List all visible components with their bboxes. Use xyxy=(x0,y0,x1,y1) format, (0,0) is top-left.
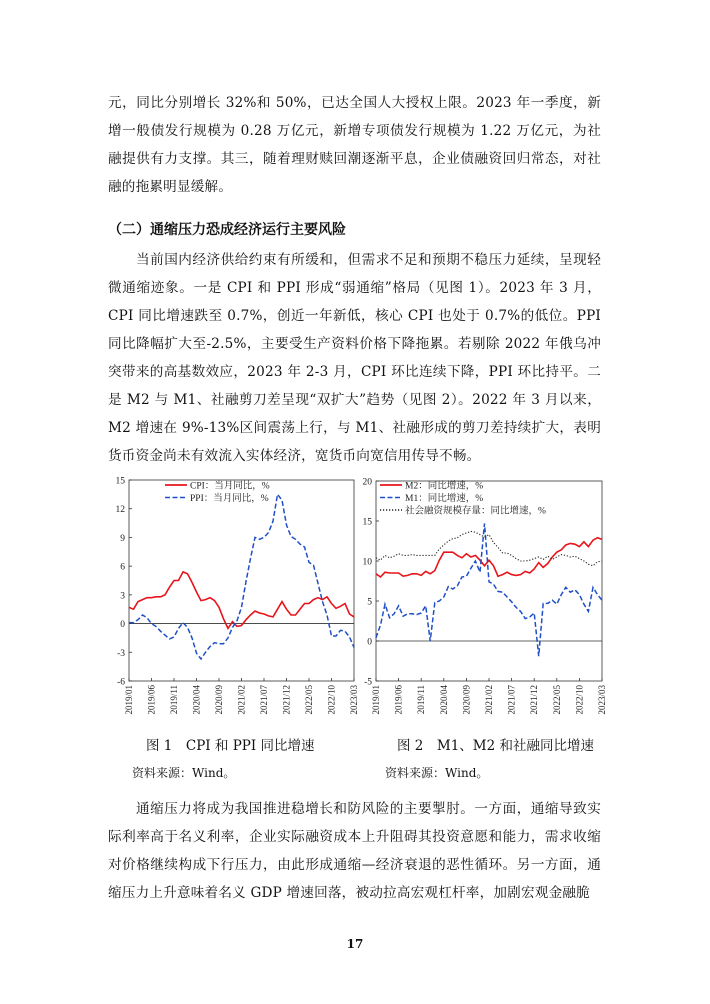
y-tick-label: 10 xyxy=(362,557,372,568)
figure-1-source: 资料来源：Wind。 xyxy=(132,766,236,780)
y-tick-label: 6 xyxy=(120,562,125,573)
x-tick-label: 2019/01 xyxy=(371,685,381,715)
x-tick-label: 2021/12 xyxy=(281,685,292,715)
x-tick-label: 2022/10 xyxy=(574,685,585,715)
page-number: 17 xyxy=(346,937,364,951)
legend-label-2: 社会融资规模存量：同比增速，% xyxy=(405,506,546,517)
x-tick-label: 2019/11 xyxy=(169,685,179,715)
y-tick-label: 15 xyxy=(362,517,372,528)
y-tick-label: -5 xyxy=(364,677,372,688)
y-tick-label: 3 xyxy=(120,591,125,602)
figure-2-money-credit-chart xyxy=(360,468,622,728)
series-line-0 xyxy=(376,538,602,577)
series-line-1 xyxy=(376,523,602,656)
figure-1-caption: 图 1 CPI 和 PPI 同比增速 xyxy=(146,738,315,754)
x-tick-label: 2022/05 xyxy=(304,685,314,715)
legend-label-0: CPI：当月同比，% xyxy=(190,481,270,492)
x-tick-label: 2023/03 xyxy=(597,685,607,715)
x-tick-label: 2019/01 xyxy=(124,685,134,715)
x-tick-label: 2019/11 xyxy=(416,685,427,715)
x-tick-label: 2021/07 xyxy=(259,685,269,715)
x-tick-label: 2021/02 xyxy=(236,685,247,715)
series-line-1 xyxy=(129,494,354,659)
x-tick-label: 2019/06 xyxy=(393,685,404,715)
x-tick-label: 2019/06 xyxy=(146,685,157,715)
x-tick-label: 2023/03 xyxy=(349,685,359,715)
x-tick-label: 2021/12 xyxy=(529,685,540,715)
paragraph-1: 元，同比分别增长 32%和 50%，已达全国人大授权上限。2023 年一季度，新增一般债发行规模为 0.28 万亿元，新增专项债发行规模为 1.22 万亿元，为社融提供有力支撑。其三，随着理财赎回潮逐渐平息，企业债融资回归常态，对社融的拖累明显缓解。 xyxy=(108,95,601,195)
figure-1-cpi-ppi-chart xyxy=(100,468,362,728)
x-tick-label: 2021/07 xyxy=(506,685,517,715)
x-tick-label: 2020/09 xyxy=(214,685,224,715)
paragraph-3: 通缩压力将成为我国推进稳增长和防风险的主要掣肘。一方面，通缩导致实际利率高于名义利率，企业实际融资成本上升阻碍其投资意愿和能力，需求收缩对价格继续构成下行压力，由此形成通缩—经济衰退的恶性循环。另一方面，通缩压力上升意味着名义 GDP 增速回落，被动拉高宏观杠杆率，加剧宏观金融脆 xyxy=(108,801,601,901)
y-tick-label: 0 xyxy=(367,637,372,648)
x-tick-label: 2022/10 xyxy=(326,685,337,715)
y-tick-label: -6 xyxy=(117,677,125,688)
y-tick-label: 15 xyxy=(115,476,125,487)
x-tick-label: 2021/02 xyxy=(484,685,494,715)
y-tick-label: 12 xyxy=(115,505,125,516)
series-line-0 xyxy=(129,572,354,629)
paragraph-2: 当前国内经济供给约束有所缓和，但需求不足和预期不稳压力延续，呈现轻微通缩迹象。一是 CPI 和 PPI 形成“弱通缩”格局（见图 1）。2023 年 3 月，CPI 同比增速跌至 0.7%，创近一年新低，核心 CPI 也处于 0.7%的低位。PPI 同比降幅扩大至-2.5%，主要受生产资料价格下降拖累。若剔除 2022 年俄乌冲突带来的高基数效应，2023 年 2-3 月，CPI 环比连续下降，PPI 环比持平。二是 M2 与 M1、社融剪刀差呈现“双扩大”趋势（见图 2）。2022 年 3 月以来，M2 增速在 9%-13%区间震荡上行，与 M1、社融形成的剪刀差持续扩大，表明货币资金尚未有效流入实体经济，宽货币向宽信用传导不畅。 xyxy=(108,252,601,464)
section-heading: （二）通缩压力恐成经济运行主要风险 xyxy=(108,222,346,238)
legend-label-1: M1：同比增速，% xyxy=(405,494,484,504)
y-tick-label: 20 xyxy=(362,477,372,488)
plot-frame xyxy=(129,480,354,681)
legend-label-0: M2：同比增速，% xyxy=(405,481,484,492)
x-tick-label: 2020/04 xyxy=(191,685,202,715)
legend-label-1: PPI：当月同比，% xyxy=(190,494,269,504)
x-tick-label: 2020/09 xyxy=(461,685,472,715)
x-tick-label: 2020/04 xyxy=(438,685,449,715)
y-tick-label: 9 xyxy=(120,533,125,544)
y-tick-label: 5 xyxy=(367,597,372,608)
x-tick-label: 2022/05 xyxy=(551,685,562,715)
y-tick-label: -3 xyxy=(117,648,125,659)
figure-2-source: 资料来源：Wind。 xyxy=(385,766,489,780)
figure-2-caption: 图 2 M1、M2 和社融同比增速 xyxy=(397,738,594,754)
y-tick-label: 0 xyxy=(120,620,125,631)
